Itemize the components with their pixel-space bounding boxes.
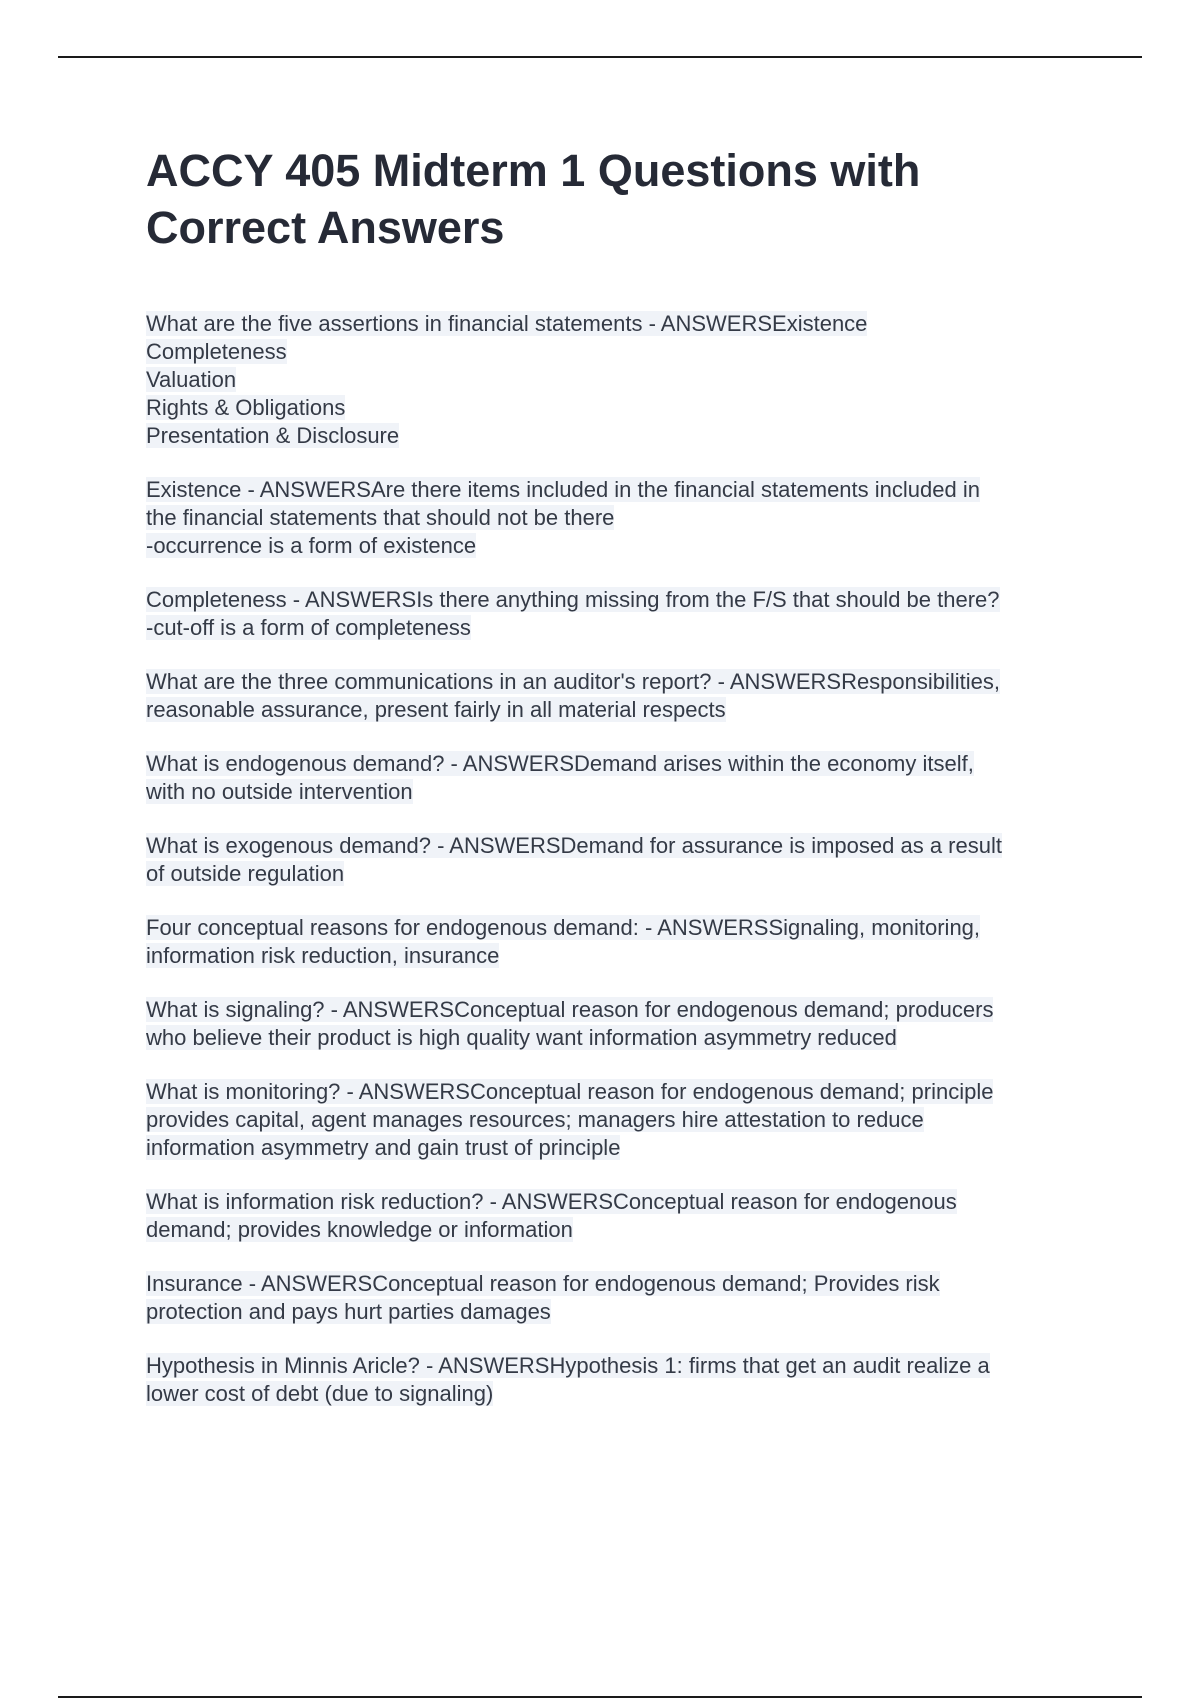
qa-line: protection and pays hurt parties damages <box>146 1299 551 1324</box>
qa-line: What is monitoring? - ANSWERSConceptual reason for endogenous demand; principle <box>146 1079 994 1104</box>
qa-line: What is information risk reduction? - ANSWERSConceptual reason for endogenous <box>146 1189 957 1214</box>
qa-entry <box>146 832 1096 888</box>
qa-entry <box>146 914 1096 970</box>
qa-line: with no outside intervention <box>146 779 413 804</box>
qa-list <box>146 310 1096 1408</box>
qa-entry <box>146 1078 1096 1162</box>
qa-line: Insurance - ANSWERSConceptual reason for endogenous demand; Provides risk <box>146 1271 940 1296</box>
qa-line: Four conceptual reasons for endogenous demand: - ANSWERSSignaling, monitoring, <box>146 915 981 940</box>
top-divider <box>58 56 1142 58</box>
qa-line: What are the three communications in an auditor's report? - ANSWERSResponsibilities, <box>146 669 1001 694</box>
qa-entry <box>146 586 1096 642</box>
qa-line: of outside regulation <box>146 861 345 886</box>
qa-line: who believe their product is high quality want information asymmetry reduced <box>146 1025 897 1050</box>
qa-line: lower cost of debt (due to signaling) <box>146 1381 494 1406</box>
qa-entry <box>146 750 1096 806</box>
qa-line: demand; provides knowledge or information <box>146 1217 573 1242</box>
qa-line: -occurrence is a form of existence <box>146 533 477 558</box>
qa-line: What are the five assertions in financial statements - ANSWERSExistence <box>146 311 868 336</box>
qa-line: What is signaling? - ANSWERSConceptual reason for endogenous demand; producers <box>146 997 994 1022</box>
qa-entry <box>146 310 1096 450</box>
title-line: Correct Answers <box>146 202 505 253</box>
page-title <box>146 142 1096 256</box>
qa-entry <box>146 1270 1096 1326</box>
qa-entry <box>146 996 1096 1052</box>
qa-line: Existence - ANSWERSAre there items included in the financial statements included in <box>146 477 980 502</box>
qa-line: information risk reduction, insurance <box>146 943 500 968</box>
qa-line: the financial statements that should not be there <box>146 505 615 530</box>
qa-line: Valuation <box>146 367 237 392</box>
qa-line: information asymmetry and gain trust of principle <box>146 1135 621 1160</box>
qa-entry <box>146 1352 1096 1408</box>
qa-line: Completeness <box>146 339 287 364</box>
qa-line: provides capital, agent manages resources; managers hire attestation to reduce <box>146 1107 924 1132</box>
qa-line: -cut-off is a form of completeness <box>146 615 471 640</box>
qa-entry <box>146 668 1096 724</box>
document-body <box>146 142 1096 1434</box>
qa-line: What is endogenous demand? - ANSWERSDemand arises within the economy itself, <box>146 751 974 776</box>
qa-line: Hypothesis in Minnis Aricle? - ANSWERSHypothesis 1: firms that get an audit realize a <box>146 1353 990 1378</box>
qa-entry <box>146 1188 1096 1244</box>
qa-line: Presentation & Disclosure <box>146 423 400 448</box>
bottom-divider <box>58 1696 1142 1698</box>
qa-line: Rights & Obligations <box>146 395 346 420</box>
qa-line: reasonable assurance, present fairly in all material respects <box>146 697 726 722</box>
qa-line: Completeness - ANSWERSIs there anything missing from the F/S that should be there? <box>146 587 1000 612</box>
qa-entry <box>146 476 1096 560</box>
title-line: ACCY 405 Midterm 1 Questions with <box>146 145 921 196</box>
qa-line: What is exogenous demand? - ANSWERSDemand for assurance is imposed as a result <box>146 833 1002 858</box>
